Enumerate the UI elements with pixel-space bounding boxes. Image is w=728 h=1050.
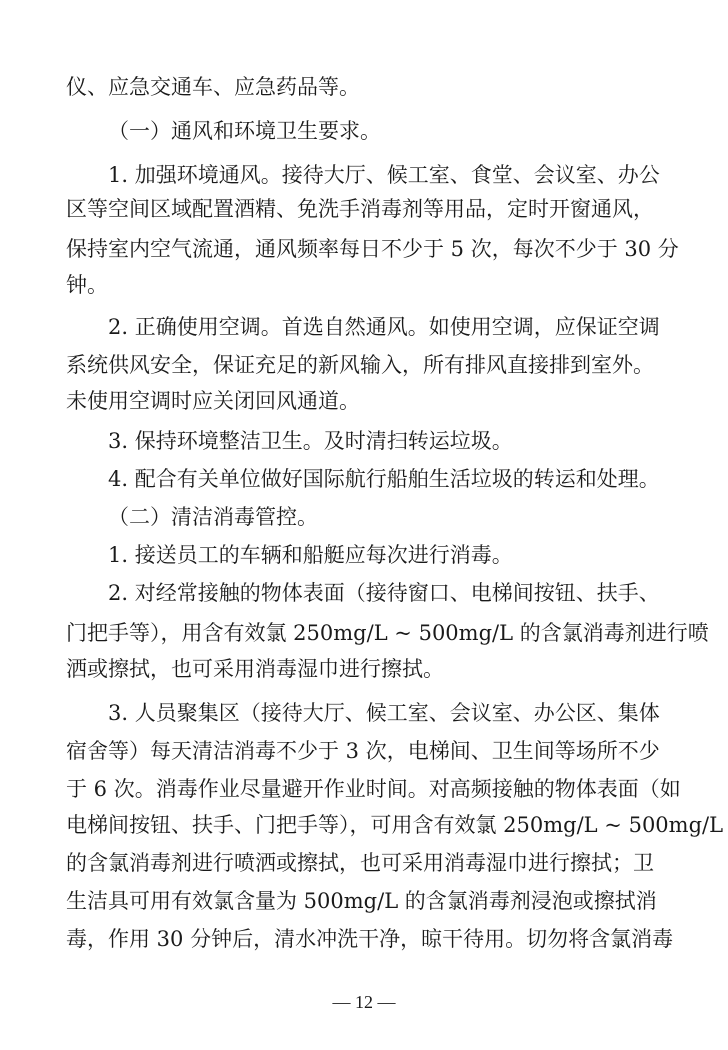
text-line-20: 电梯间按钮、扶手、门把手等），可用含有效氯 250mg/L ~ 500mg/L <box>66 813 724 837</box>
text-line-15: 门把手等），用含有效氯 250mg/L ~ 500mg/L 的含氯消毒剂进行喷 <box>66 621 709 645</box>
text-line-16: 洒或擦拭，也可采用消毒湿巾进行擦拭。 <box>66 657 444 681</box>
text-line-13: 1. 接送员工的车辆和船艇应每次进行消毒。 <box>108 543 513 567</box>
text-line-23: 毒，作用 30 分钟后，清水冲洗干净，晾干待用。切勿将含氯消毒 <box>66 927 674 951</box>
text-line-21: 的含氯消毒剂进行喷洒或擦拭，也可采用消毒湿巾进行擦拭；卫 <box>66 851 654 875</box>
text-line-5: 保持室内空气流通，通风频率每日不少于 5 次，每次不少于 30 分 <box>66 237 679 261</box>
page-number: — 12 — <box>332 992 396 1012</box>
text-line-7: 2. 正确使用空调。首选自然通风。如使用空调，应保证空调 <box>108 315 660 339</box>
text-line-1: 仪、应急交通车、应急药品等。 <box>66 75 360 99</box>
text-line-4: 区等空间区域配置酒精、免洗手消毒剂等用品，定时开窗通风， <box>66 197 654 221</box>
text-line-10: 3. 保持环境整洁卫生。及时清扫转运垃圾。 <box>108 429 513 453</box>
text-line-8: 系统供风安全，保证充足的新风输入，所有排风直接排到室外。 <box>66 353 654 377</box>
section-heading-1: （一）通风和环境卫生要求。 <box>108 119 381 143</box>
text-line-17: 3. 人员聚集区（接待大厅、候工室、会议室、办公区、集体 <box>108 701 660 725</box>
text-line-9: 未使用空调时应关闭回风通道。 <box>66 389 360 413</box>
text-line-3: 1. 加强环境通风。接待大厅、候工室、食堂、会议室、办公 <box>108 163 660 187</box>
section-heading-2: （二）清洁消毒管控。 <box>108 505 318 529</box>
text-line-6: 钟。 <box>66 273 108 297</box>
text-line-11: 4. 配合有关单位做好国际航行船舶生活垃圾的转运和处理。 <box>108 467 660 491</box>
text-line-14: 2. 对经常接触的物体表面（接待窗口、电梯间按钮、扶手、 <box>108 581 660 605</box>
text-line-19: 于 6 次。消毒作业尽量避开作业时间。对高频接触的物体表面（如 <box>66 777 681 801</box>
text-line-22: 生洁具可用有效氯含量为 500mg/L 的含氯消毒剂浸泡或擦拭消 <box>66 889 657 913</box>
text-line-18: 宿舍等）每天清洁消毒不少于 3 次，电梯间、卫生间等场所不少 <box>66 739 660 763</box>
